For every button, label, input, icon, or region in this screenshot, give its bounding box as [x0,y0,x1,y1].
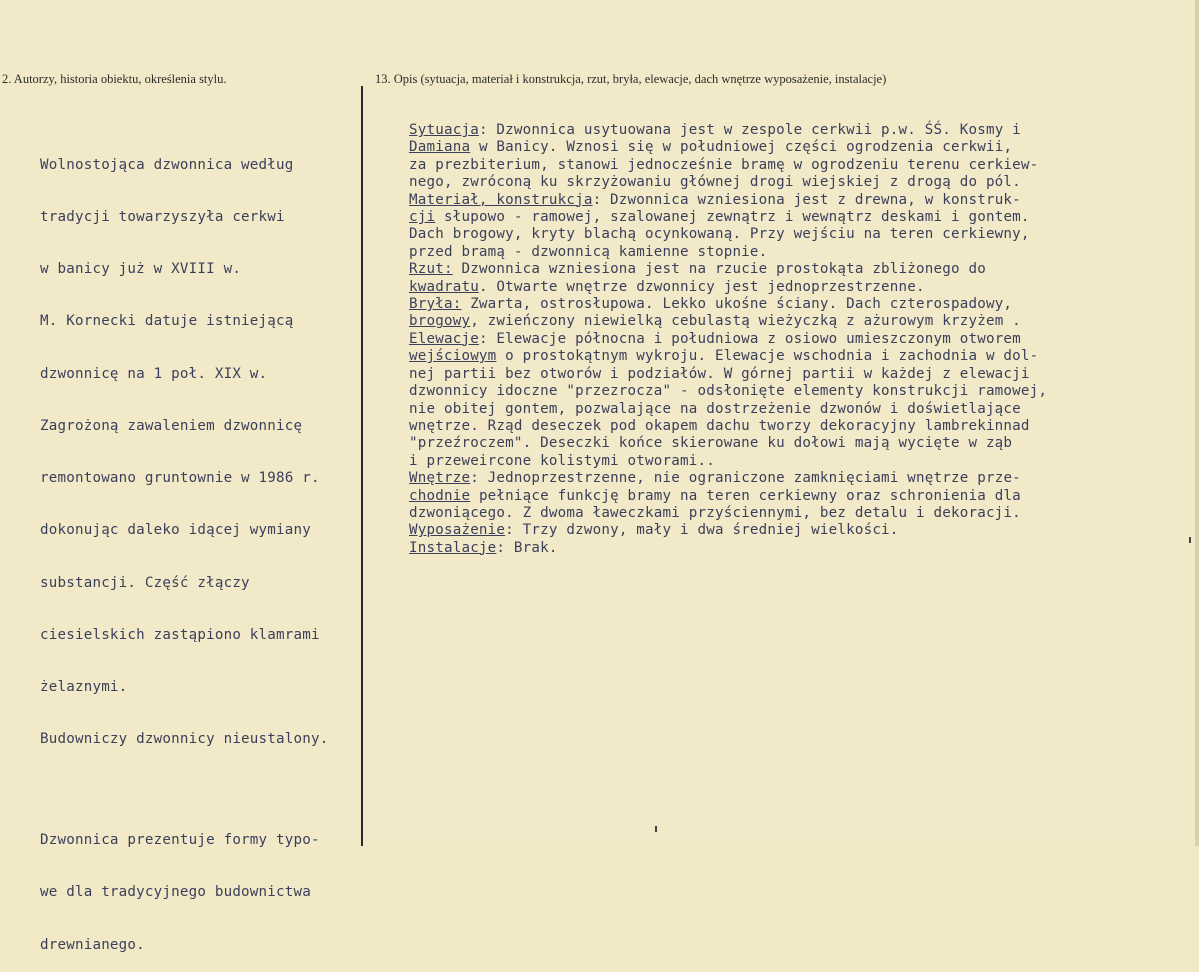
description-line: przed bramą - dzwonnicą kamienne stopnie. [409,243,768,260]
section-label-elewacje: Elewacje [409,330,479,347]
history-line: dzwonnicę na 1 poł. XIX w. [40,365,268,382]
description-line: "przeźroczem". Deseczki końce skierowane ku dołowi mają wycięte w ząb [409,435,1013,452]
history-line: Budowniczy dzwonnicy nieustalony. [40,731,329,748]
card-edge [1195,0,1199,846]
underlined-word: Damiana [409,139,471,156]
style-line: drewnianego. [40,936,145,953]
description-line: nie obitej gontem, pozwalające na dostrzeżenie dzwonów i doświetlające [409,400,1021,417]
description-line: Sytuacja: Dzwonnica usytuowana jest w zespole cerkwii p.w. ŚŚ. Kosmy i [409,122,1021,138]
description-line: nej partii bez otworów i podziałów. W górnej partii w każdej z elewacji [409,365,1030,382]
authors-history-text [40,122,365,972]
description-line: Bryła: Zwarta, ostrosłupowa. Lekko ukośne ściany. Dach czterospadowy, [409,296,1013,313]
description-line: Instalacje: Brak. [409,539,558,556]
underlined-word: chodnie [409,487,471,504]
section-2-header: 2. Autorzy, historia obiektu, określenia stylu. [2,72,227,86]
description-line: nego, zwróconą ku skrzyżowaniu głównej drogi wiejskiej z drogą do pól. [409,174,1021,191]
underlined-word: brogowy [409,313,471,330]
history-line: ciesielskich zastąpiono klamrami [40,626,320,643]
description-line: dzwoniącego. Z dwoma ławeczkami przyściennymi, bez detalu i dekoracji. [409,504,1021,521]
section-label-bryla: Bryła: [409,296,462,313]
description-line: za prezbiterium, stanowi jednocześnie bramę w ogrodzeniu terenu cerkiew- [409,156,1039,173]
history-line: M. Kornecki datuje istniejącą [40,313,294,330]
history-line: Wolnostojąca dzwonnica według [40,156,294,173]
style-line: Dzwonnica prezentuje formy typo- [40,832,320,849]
history-line: tradycji towarzyszyła cerkwi [40,209,285,226]
section-label-wnetrze: Wnętrze [409,470,471,487]
section-label-wyposazenie: Wyposażenie [409,522,506,539]
description-line: wnętrze. Rząd deseczek pod okapem dachu tworzy dekoracyjny lambrekinnad [409,417,1030,434]
underlined-word: cji [409,209,436,226]
section-label-material: Materiał, konstrukcja [409,191,593,208]
section-label-rzut: Rzut: [409,261,453,278]
section-label-instalacje: Instalacje [409,539,497,556]
section-label-sytuacja: Sytuacja [409,122,479,138]
history-line: żelaznymi. [40,679,128,695]
description-line: Wnętrze: Jednoprzestrzenne, nie ograniczone zamknięciami wnętrze prze- [409,470,1021,487]
description-text [409,122,1189,557]
description-line: Dach brogowy, kryty blachą ocynkowaną. Przy wejściu na teren cerkiewny, [409,226,1030,243]
history-line: dokonując daleko idącej wymiany [40,522,311,539]
history-line: substancji. Część złączy [40,574,250,591]
history-line: Zagrożoną zawaleniem dzwonnicę [40,417,303,434]
description-line: i przeweircone kolistymi otworami.. [409,452,715,469]
description-line: kwadratu. Otwarte wnętrze dzwonnicy jest jednoprzestrzenne. [409,278,925,295]
ink-mark [1189,537,1191,543]
description-line: Rzut: Dzwonnica wzniesiona jest na rzucie prostokąta zbliżonego do [409,261,986,278]
section-13-header: 13. Opis (sytuacja, materiał i konstrukcja, rzut, bryła, elewacje, dach wnętrze wyposażenie, instalacje) [375,72,887,86]
description-line: Wyposażenie: Trzy dzwony, mały i dwa średniej wielkości. [409,522,899,539]
description-line: brogowy, zwieńczony niewielką cebulastą wieżyczką z ażurowym krzyżem . [409,313,1021,330]
description-line: cji słupowo - ramowej, szalowanej zewnątrz i wewnątrz deskami i gontem. [409,209,1030,226]
history-line: w banicy już w XVIII w. [40,261,242,278]
underlined-word: wejściowym [409,348,497,365]
description-line: Materiał, konstrukcja: Dzwonnica wzniesiona jest z drewna, w konstruk- [409,191,1021,208]
description-line: dzwonnicy idoczne "przezrocza" - odsłonięte elementy konstrukcji ramowej, [409,383,1048,400]
description-line: Damiana w Banicy. Wznosi się w południowej części ogrodzenia cerkwii, [409,139,1013,156]
underlined-word: kwadratu [409,278,479,295]
ink-mark [655,826,657,832]
description-line: wejściowym o prostokątnym wykroju. Elewacje wschodnia i zachodnia w dol- [409,348,1039,365]
style-line: we dla tradycyjnego budownictwa [40,884,311,901]
description-line: chodnie pełniące funkcję bramy na teren cerkiewny oraz schronienia dla [409,487,1021,504]
history-line: remontowano gruntownie w 1986 r. [40,470,320,487]
description-line: Elewacje: Elewacje północna i południowa z osiowo umieszczonym otworem [409,330,1021,347]
